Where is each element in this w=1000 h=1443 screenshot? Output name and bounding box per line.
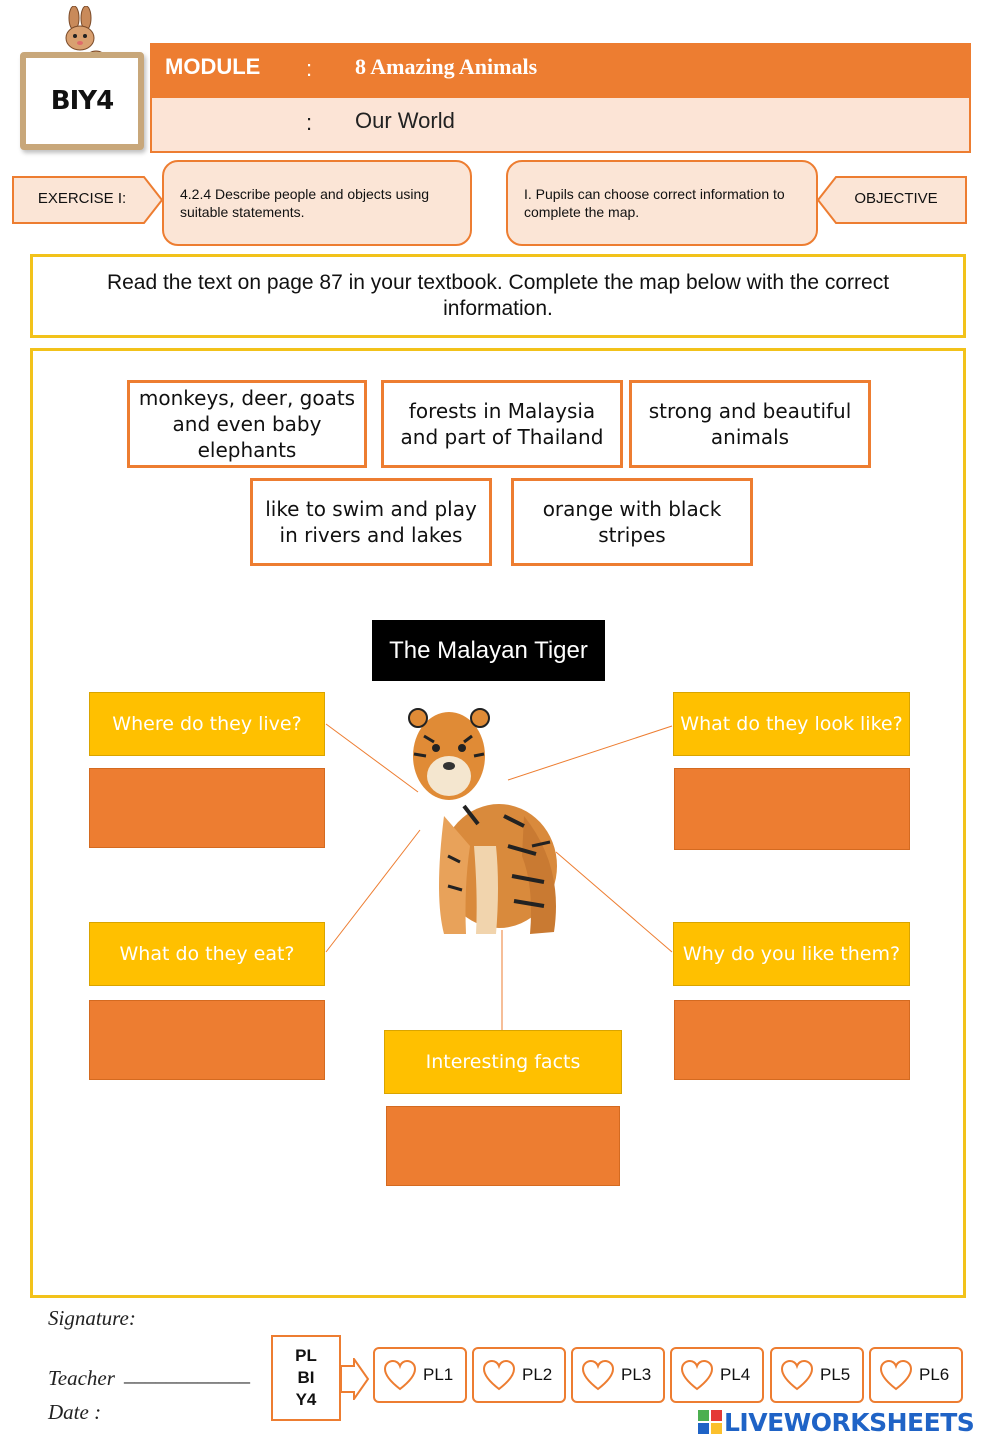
pl-level-label: PL4 (720, 1365, 751, 1384)
answer-option-text: monkeys, deer, goats and even baby elephants (138, 386, 356, 462)
answer-drop-zone-facts[interactable] (386, 1106, 620, 1186)
objective-text: I. Pupils can choose correct information to complete the map. (524, 186, 785, 220)
pl-level-3[interactable] (571, 1347, 665, 1403)
heart-icon (581, 1359, 615, 1391)
answer-drop-zone-look[interactable] (674, 768, 910, 850)
pl-box-line: BI (297, 1367, 315, 1387)
pl-level-1[interactable] (373, 1347, 467, 1403)
pl-level-label: PL6 (919, 1365, 950, 1384)
pl-box-line: PL (295, 1345, 317, 1365)
liveworksheets-logo (698, 1406, 974, 1438)
heart-icon (482, 1359, 516, 1391)
heart-icon (879, 1359, 913, 1391)
pl-level-label: PL1 (423, 1365, 454, 1384)
pl-level-6[interactable] (869, 1347, 963, 1403)
answer-drop-zone-eat[interactable] (89, 1000, 325, 1080)
theme-colon: : (306, 110, 313, 135)
brand-name: LIVEWORKSHEETS (724, 1407, 975, 1437)
pl-level-2[interactable] (472, 1347, 566, 1403)
module-title: 8 Amazing Animals (355, 54, 538, 79)
pl-box-line: Y4 (295, 1390, 317, 1410)
question-where-live (89, 692, 325, 756)
heart-icon (780, 1359, 814, 1391)
answer-option-text: strong and beautiful animals (648, 399, 852, 449)
heart-icon (383, 1359, 417, 1391)
module-colon: : (306, 56, 313, 81)
teacher-signature-line: ____________ (124, 1362, 250, 1386)
objective-label: OBJECTIVE (854, 190, 938, 207)
liveworksheets-logo-icon (698, 1410, 722, 1434)
date-label: Date : (48, 1400, 102, 1424)
answer-drop-zone-live[interactable] (89, 768, 325, 848)
answer-option-text: like to swim and play in rivers and lakes (265, 497, 477, 547)
tiger-image (404, 696, 572, 941)
pl-level-4[interactable] (670, 1347, 764, 1403)
pl-level-label: PL3 (621, 1365, 652, 1384)
question-interesting-facts (384, 1030, 622, 1094)
question-text: Interesting facts (425, 1050, 581, 1073)
answer-drop-zone-like[interactable] (674, 1000, 910, 1080)
pl-label-box (271, 1335, 341, 1421)
question-text: What do they look like? (680, 712, 903, 735)
theme-title: Our World (355, 108, 455, 133)
question-what-eat (89, 922, 325, 986)
heart-icon (680, 1359, 714, 1391)
instruction-text: Read the text on page 87 in your textbook. Complete the map below with the correct information. (106, 270, 890, 320)
signature-label: Signature: (48, 1306, 136, 1330)
question-why-like (673, 922, 910, 986)
pl-level-label: PL2 (522, 1365, 553, 1384)
pl-level-5[interactable] (770, 1347, 864, 1403)
question-look-like (673, 692, 910, 756)
answer-option-text: orange with black stripes (542, 497, 722, 547)
pl-level-label: PL5 (820, 1365, 851, 1384)
teacher-label: Teacher (48, 1366, 115, 1390)
answer-option-text: forests in Malaysia and part of Thailand (400, 399, 604, 449)
question-text: What do they eat? (119, 942, 295, 965)
exercise-label: EXERCISE I: (37, 190, 127, 207)
question-text: Where do they live? (112, 712, 302, 735)
question-text: Why do you like them? (682, 942, 901, 965)
standard-text: 4.2.4 Describe people and objects using suitable statements. (180, 186, 430, 220)
logo-text: BIY4 (50, 86, 114, 116)
pl-arrow-icon (340, 1358, 370, 1400)
map-title-text: The Malayan Tiger (389, 636, 588, 664)
module-label: MODULE (165, 54, 261, 79)
